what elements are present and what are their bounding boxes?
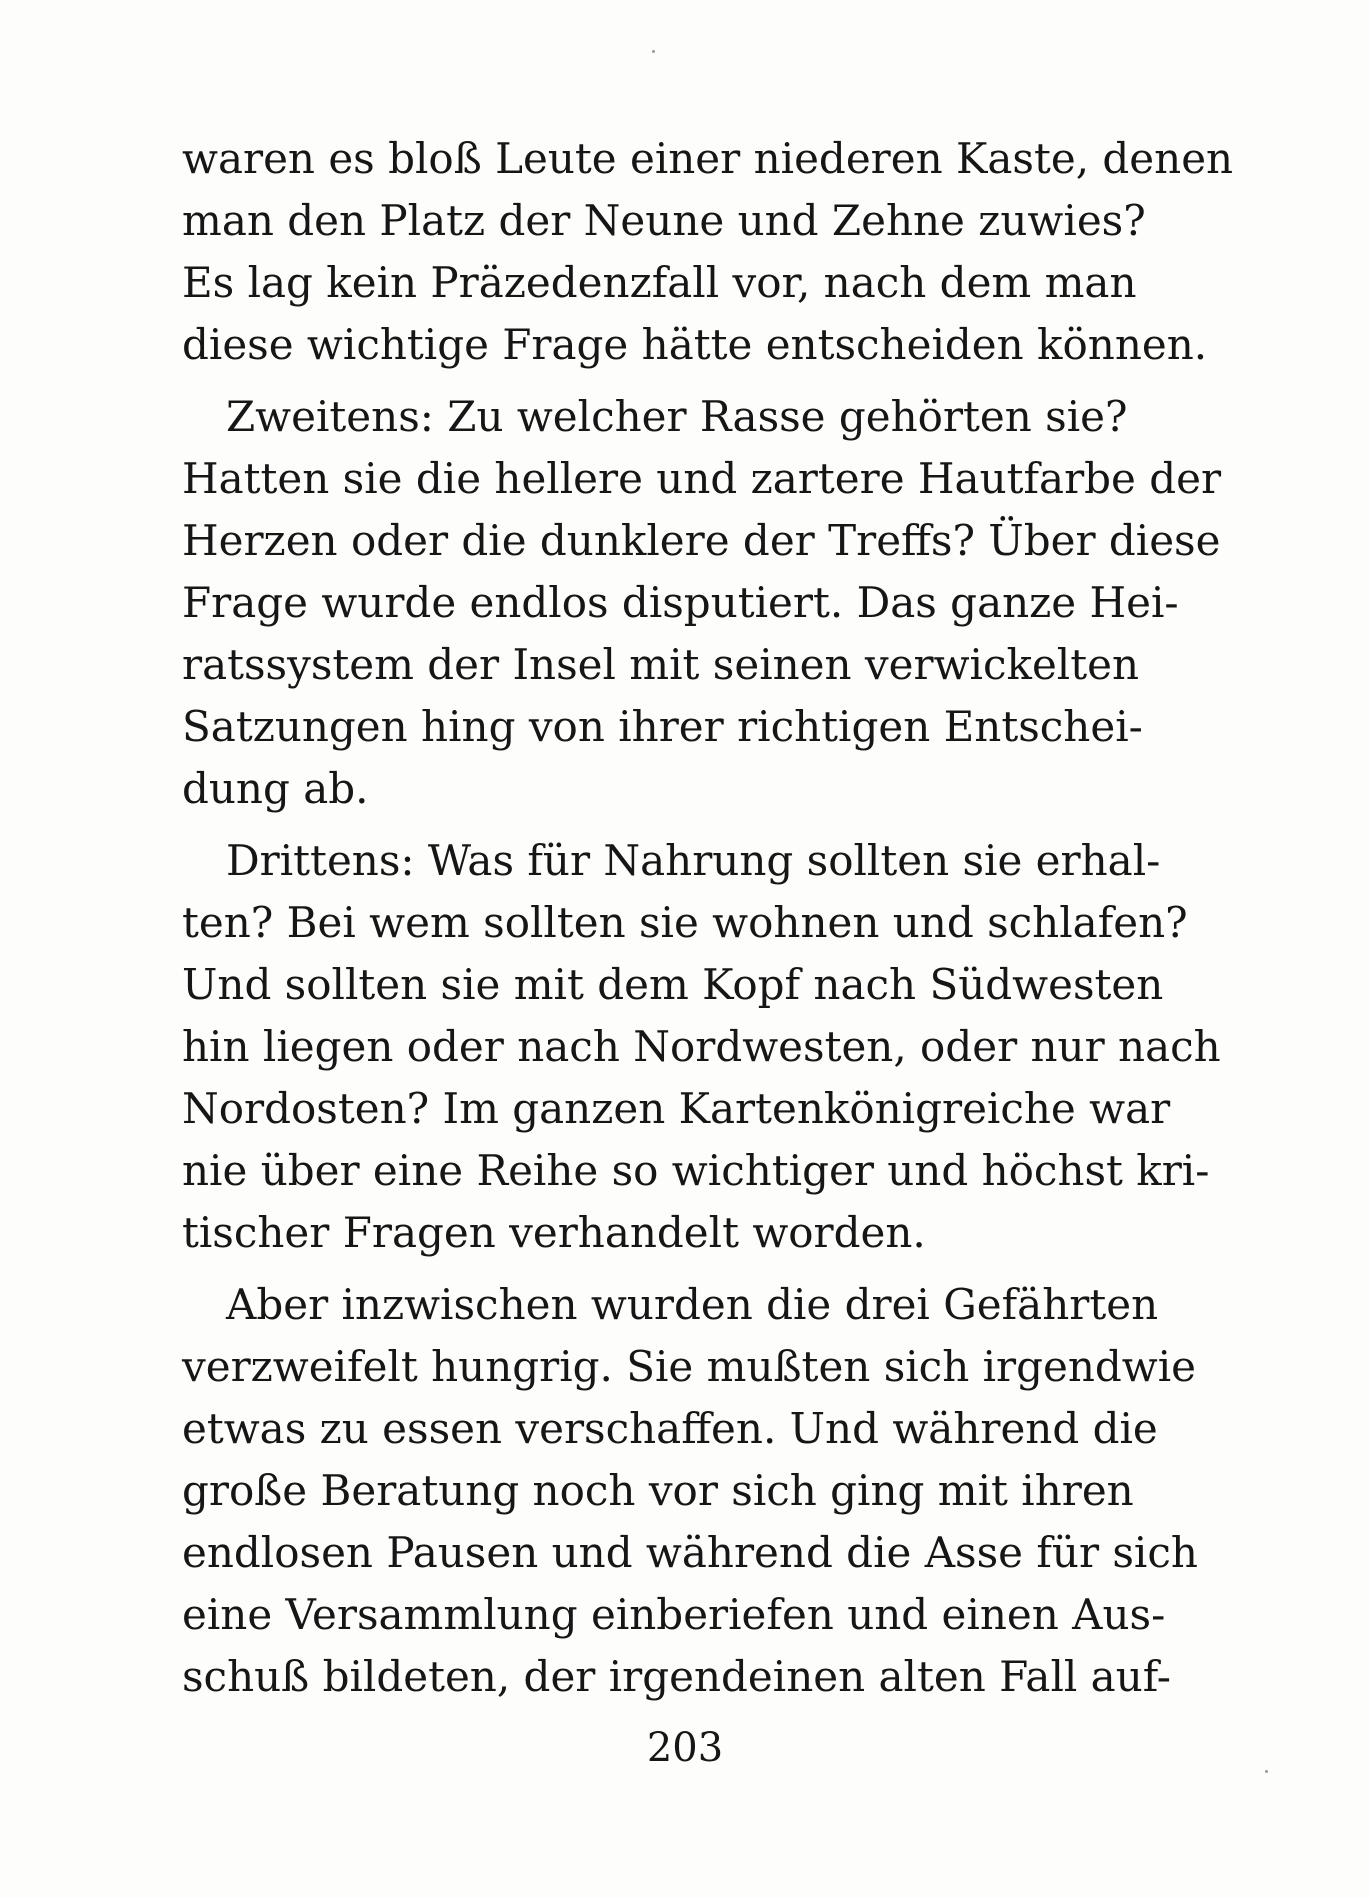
text-line: nie über eine Reihe so wichtiger und höchst kri-: [182, 1146, 1210, 1195]
text-line: ten? Bei wem sollten sie wohnen und schlafen?: [182, 898, 1188, 947]
text-line: hin liegen oder nach Nordwesten, oder nur nach: [182, 1022, 1221, 1071]
text-line: Nordosten? Im ganzen Kartenkönigreiche war: [182, 1084, 1171, 1133]
text-line: diese wichtige Frage hätte entscheiden können.: [182, 320, 1208, 369]
body-text: [182, 128, 1234, 1708]
text-line: Aber inzwischen wurden die drei Gefährten: [226, 1280, 1159, 1329]
text-line: Hatten sie die hellere und zartere Hautfarbe der: [182, 454, 1222, 503]
text-line: Drittens: Was für Nahrung sollten sie erhal-: [226, 836, 1161, 885]
text-line: man den Platz der Neune und Zehne zuwies?: [182, 196, 1146, 245]
text-line: tischer Fragen verhandelt worden.: [182, 1208, 926, 1257]
text-line: Satzungen hing von ihrer richtigen Entschei-: [182, 702, 1143, 751]
text-line: eine Versammlung einberiefen und einen Aus-: [182, 1590, 1166, 1639]
page-number: 203: [646, 1725, 724, 1771]
text-line: etwas zu essen verschaffen. Und während die: [182, 1404, 1158, 1453]
text-line: große Beratung noch vor sich ging mit ihren: [182, 1466, 1134, 1515]
paragraph: [182, 830, 1221, 1264]
text-line: ratssystem der Insel mit seinen verwickelten: [182, 640, 1140, 689]
paragraph: [182, 128, 1234, 376]
text-line: Es lag kein Präzedenzfall vor, nach dem man: [182, 258, 1137, 307]
text-line: Zweitens: Zu welcher Rasse gehörten sie?: [226, 392, 1128, 441]
text-line: dung ab.: [182, 764, 369, 813]
paper-speck: [652, 50, 655, 53]
text-line: schuß bildeten, der irgendeinen alten Fall auf-: [182, 1652, 1171, 1701]
text-line: Herzen oder die dunklere der Treffs? Über diese: [182, 516, 1221, 565]
text-line: verzweifelt hungrig. Sie mußten sich irgendwie: [182, 1342, 1197, 1391]
text-line: Und sollten sie mit dem Kopf nach Südwesten: [182, 960, 1164, 1009]
text-line: waren es bloß Leute einer niederen Kaste, denen: [182, 134, 1234, 183]
text-line: endlosen Pausen und während die Asse für sich: [182, 1528, 1198, 1577]
paragraph: [182, 386, 1222, 820]
paragraph: [182, 1274, 1198, 1708]
text-line: Frage wurde endlos disputiert. Das ganze Hei-: [182, 578, 1179, 627]
